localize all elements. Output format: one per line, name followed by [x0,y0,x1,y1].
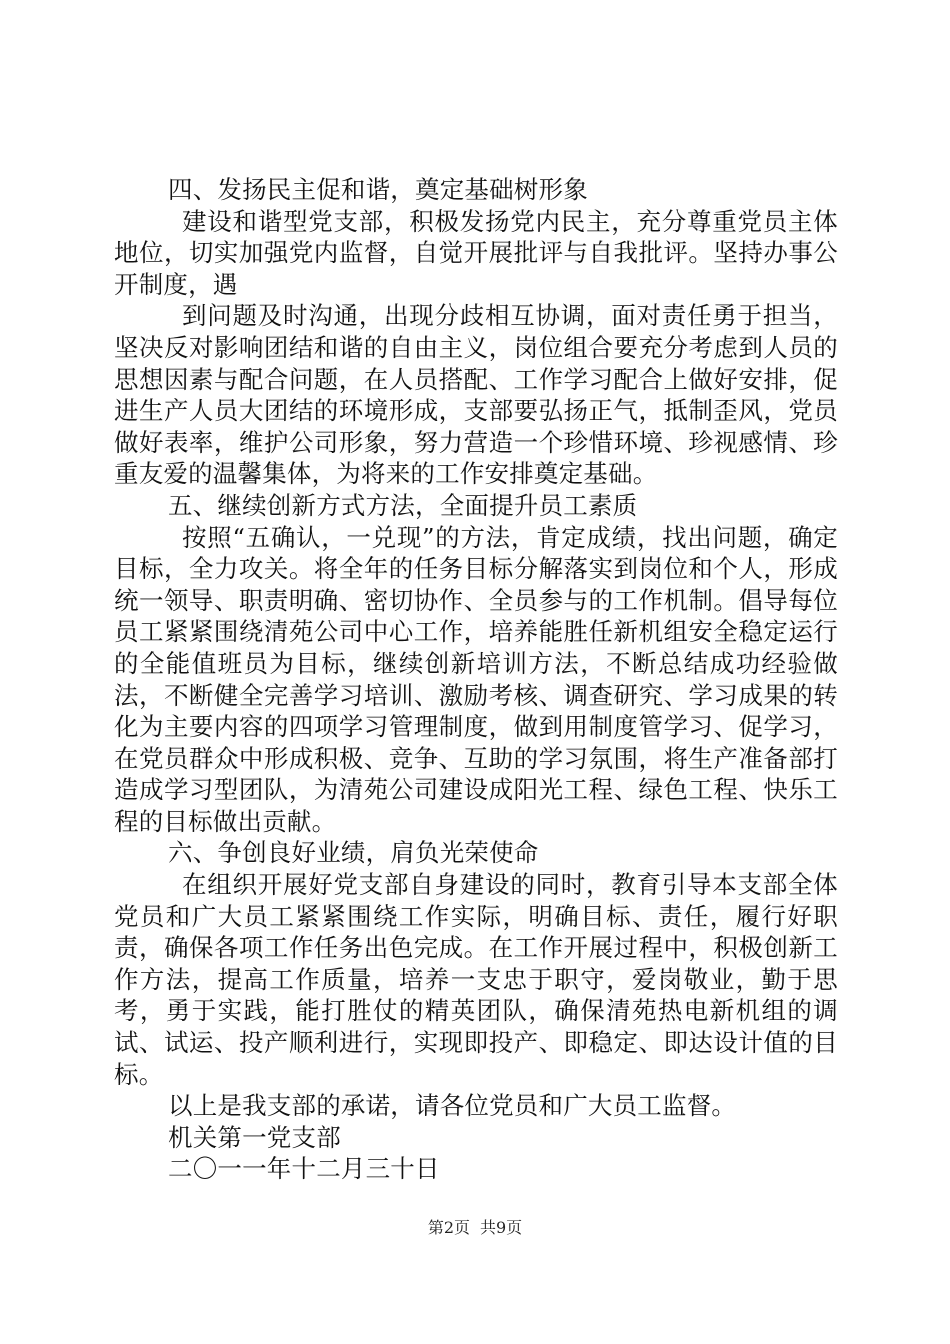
signing-date: 二〇一一年十二月三十日 [168,1154,440,1184]
page-footer [0,1218,950,1238]
section-paragraph: 建设和谐型党支部，积极发扬党内民主，充分尊重党员主体地位，切实加强党内监督，自觉开展批评与自我批评。坚持办事公开制度，遇 [114,206,838,299]
page-total: 共9页 [480,1218,523,1237]
page-number: 第2页 [427,1218,470,1237]
section-paragraph: 按照“五确认，一兑现”的方法，肯定成绩，找出问题，确定目标，全力攻关。将全年的任务目标分解落实到岗位和个人，形成统一领导、职责明确、密切协作、全员参与的工作机制。倡导每位员工紧紧围绕清苑公司中心工作，培养能胜任新机组安全稳定运行的全能值班员为目标，继续创新培训方法，不断总结成功经验做法，不断健全完善学习培训、激励考核、调查研究、学习成果的转化为主要内容的四项学习管理制度，做到用制度管学习、促学习，在党员群众中形成积极、竞争、互助的学习氛围，将生产准备部打造成学习型团队，为清苑公司建设成阳光工程、绿色工程、快乐工程的目标做出贡献。 [114,522,838,836]
section-paragraph: 在组织开展好党支部自身建设的同时，教育引导本支部全体党员和广大员工紧紧围绕工作实际，明确目标、责任，履行好职责，确保各项工作任务出色完成。在工作开展过程中，积极创新工作方法，提高工作质量，培养一支忠于职守，爱岗敬业，勤于思考，勇于实践，能打胜仗的精英团队，确保清苑热电新机组的调试、试运、投产顺利进行，实现即投产、即稳定、即达设计值的目标。 [114,870,838,1089]
section-heading: 六、争创良好业绩，肩负光荣使命 [168,838,539,868]
document-body [114,174,838,1185]
closing-statement: 以上是我支部的承诺，请各位党员和广大员工监督。 [168,1091,737,1121]
signing-organization: 机关第一党支部 [168,1122,341,1152]
section-heading: 五、继续创新方式方法，全面提升员工素质 [168,490,638,520]
section-paragraph: 到问题及时沟通，出现分歧相互协调，面对责任勇于担当，坚决反对影响团结和谐的自由主义，岗位组合要充分考虑到人员的思想因素与配合问题，在人员搭配、工作学习配合上做好安排，促进生产人员大团结的环境形成，支部要弘扬正气，抵制歪风，党员做好表率，维护公司形象，努力营造一个珍惜环境、珍视感情、珍重友爱的温馨集体，为将来的工作安排奠定基础。 [114,301,838,489]
section-heading: 四、发扬民主促和谐，奠定基础树形象 [168,175,588,204]
